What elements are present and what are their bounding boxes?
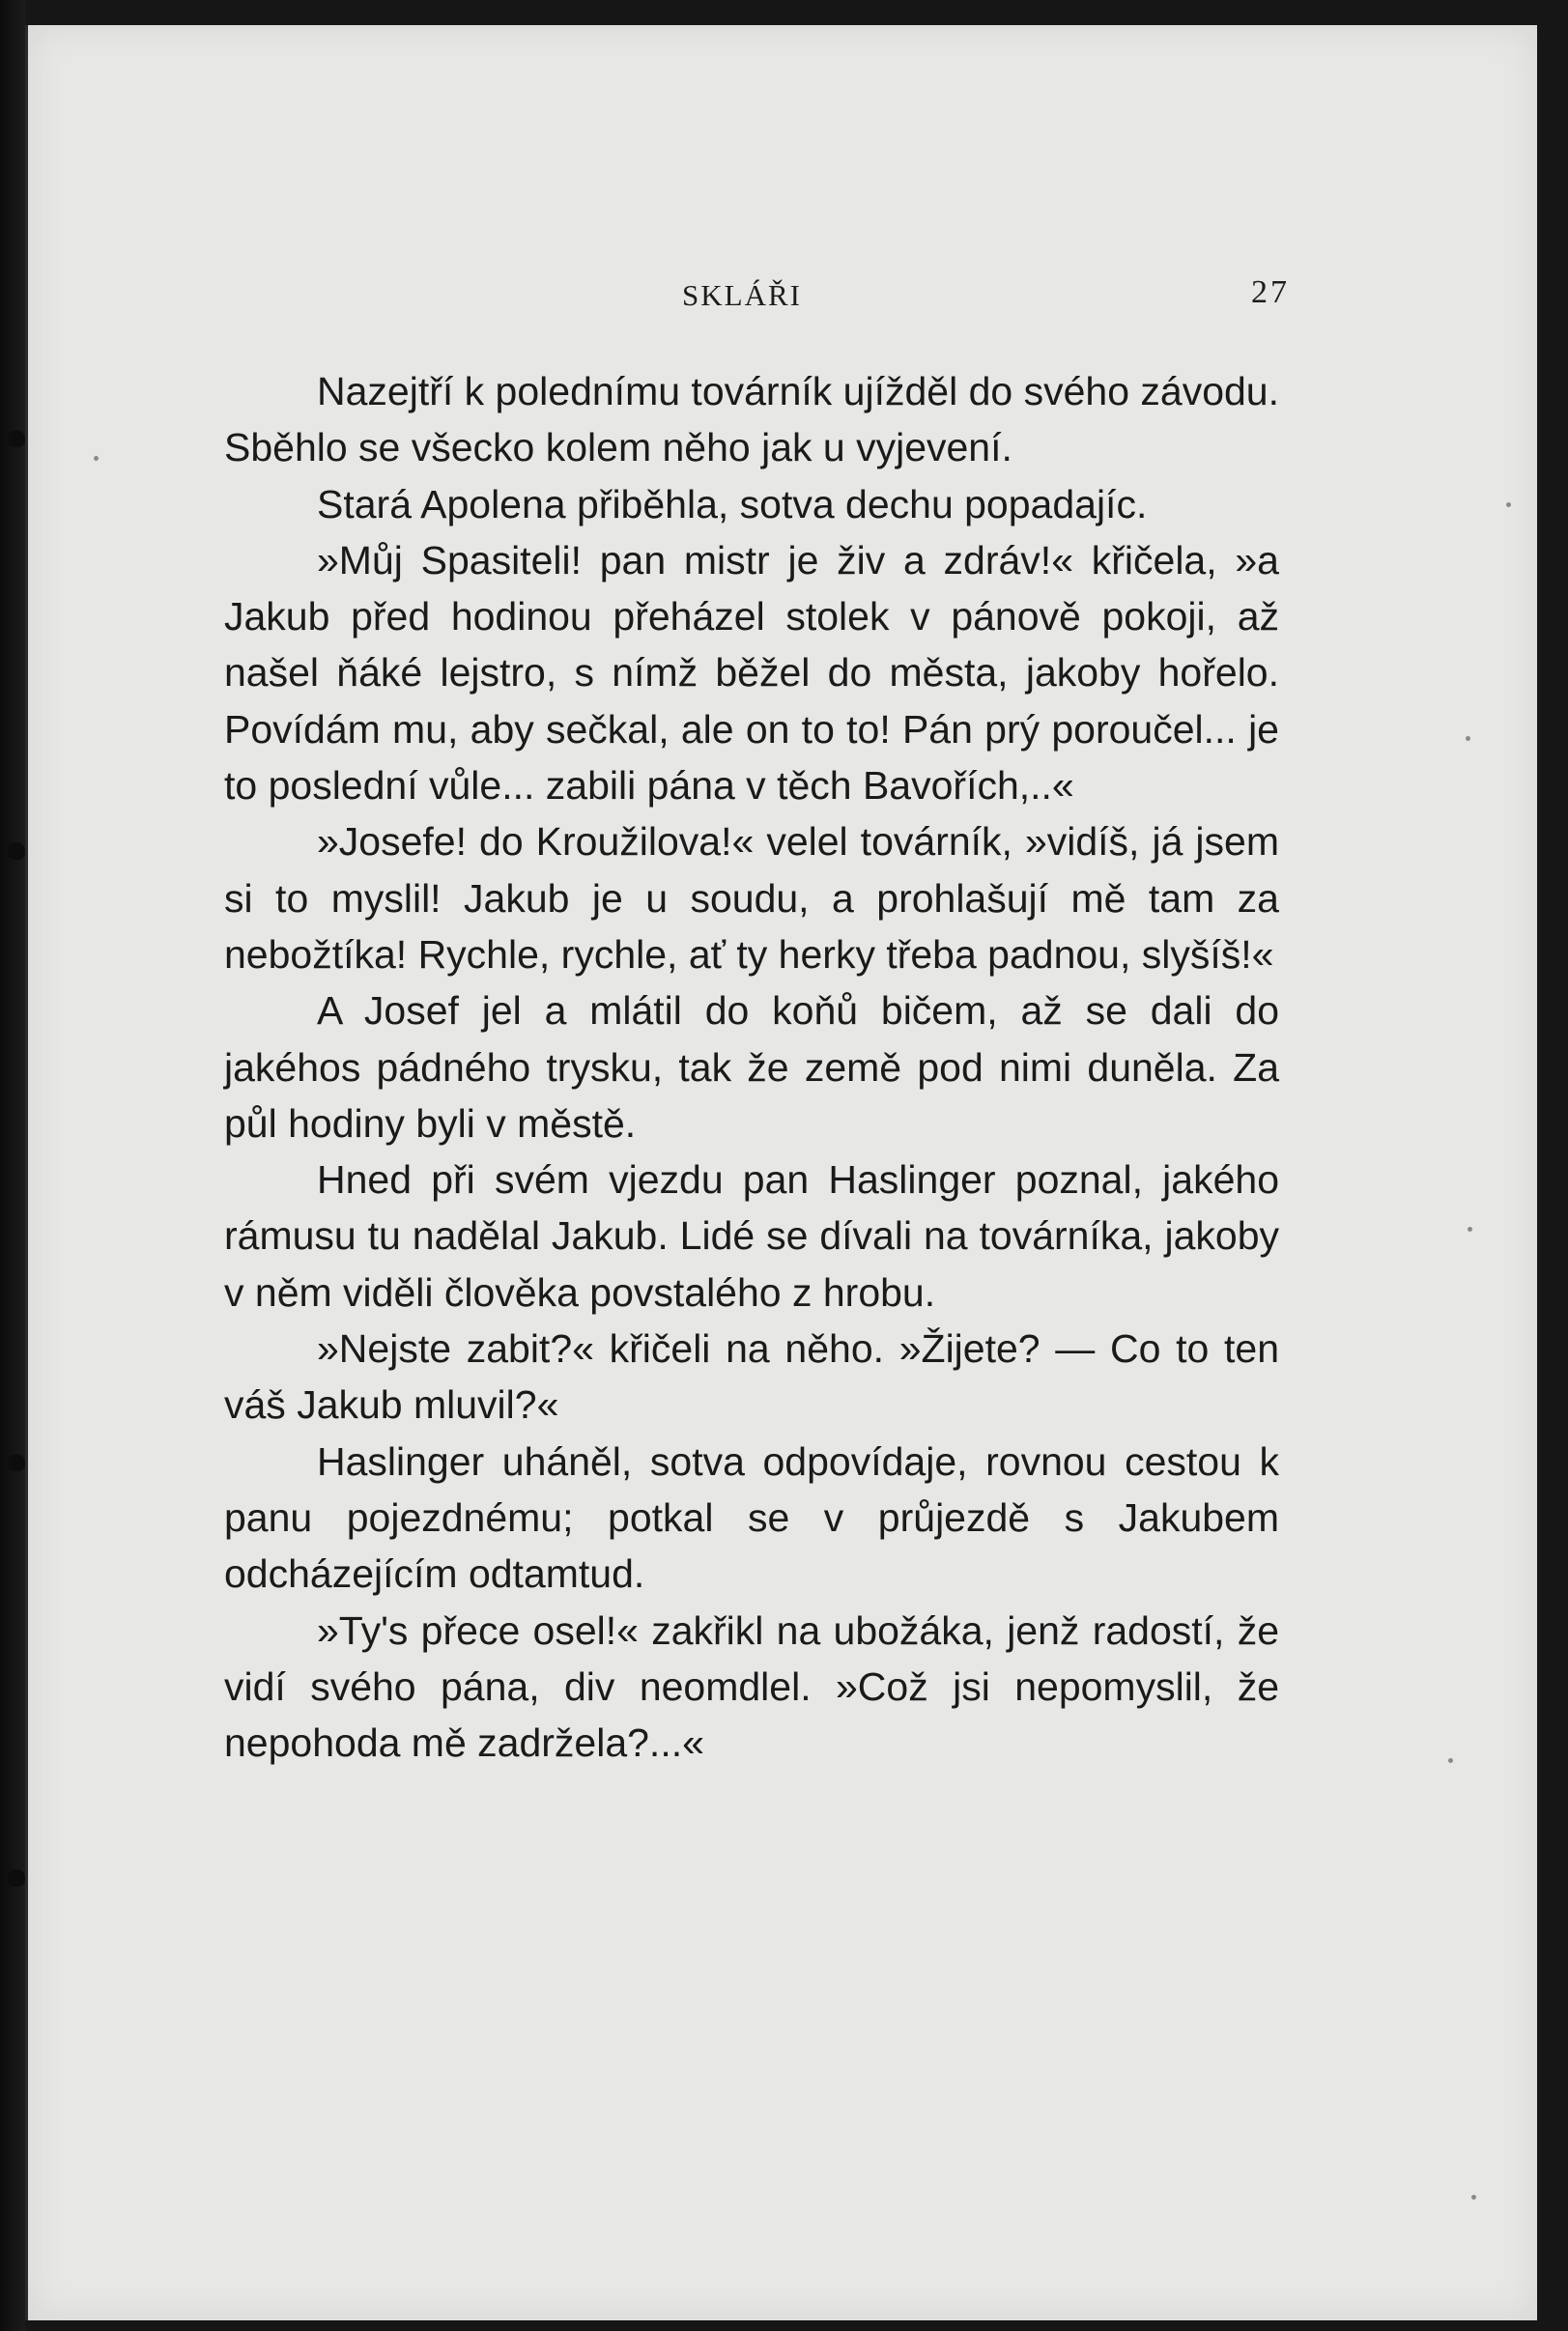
binding-mark bbox=[8, 430, 25, 447]
paragraph: »Josefe! do Kroužilova!« velel továrník, »vidíš, já jsem si to myslil! Jakub je u soudu, a prohlašují mě tam za nebožtíka! Rychle, rychle, ať ty herky třeba padnou, slyšíš!« bbox=[224, 819, 1279, 977]
paragraph: Hned při svém vjezdu pan Haslinger poznal, jakého rámusu tu nadělal Jakub. Lidé se dívali na továrníka, jakoby v něm viděli člověka povstalého z hrobu. bbox=[224, 1157, 1279, 1315]
body-text bbox=[224, 363, 1279, 1771]
paragraph: A Josef jel a mlátil do koňů bičem, až se dali do jakéhos pádného trysku, tak že země pod nimi duněla. Za půl hodiny byli v městě. bbox=[224, 988, 1279, 1146]
paper-speck bbox=[1471, 2195, 1476, 2200]
paper-speck bbox=[1468, 1227, 1472, 1232]
page-header bbox=[0, 274, 1568, 317]
binding-mark bbox=[8, 1454, 25, 1471]
paper-speck bbox=[1448, 1758, 1453, 1763]
page-number: 27 bbox=[1251, 274, 1290, 310]
paragraph: Nazejtří k polednímu továrník ujížděl do svého závodu. Sběhlo se všecko kolem něho jak u vyjevení. bbox=[224, 369, 1279, 470]
running-head: SKLÁŘI bbox=[682, 278, 802, 312]
paragraph: Haslinger uháněl, sotva odpovídaje, rovnou cestou k panu pojezdnému; potkal se v průjezdě s Jakubem odcházejícím odtamtud. bbox=[224, 1438, 1279, 1597]
paper-speck bbox=[94, 456, 99, 461]
binding-mark bbox=[8, 842, 25, 860]
paragraph: »Ty's přece osel!« zakřikl na ubožáka, jenž radostí, že vidí svého pána, div neomdlel. »Což jsi nepomyslil, že nepohoda mě zadržela?...« bbox=[224, 1607, 1279, 1766]
binding-edge bbox=[0, 0, 25, 2331]
paragraph: Stará Apolena přiběhla, sotva dechu popadajíc. bbox=[317, 481, 1148, 526]
binding-mark bbox=[8, 1869, 25, 1887]
paragraph: »Můj Spasiteli! pan mistr je živ a zdráv!« křičela, »a Jakub před hodinou přeházel stolek v pánově pokoji, až našel ňáké lejstro, s nímž běžel do města, jakoby hořelo. Povídám mu, aby sečkal, ale on to to! Pán prý poroučel... je to poslední vůle... zabili pána v těch Bavořích,..« bbox=[224, 537, 1279, 809]
paper-speck bbox=[1466, 736, 1470, 741]
paper-speck bbox=[1506, 502, 1511, 507]
paragraph: »Nejste zabit?« křičeli na něho. »Žijete? — Co to ten váš Jakub mluvil?« bbox=[224, 1326, 1279, 1428]
